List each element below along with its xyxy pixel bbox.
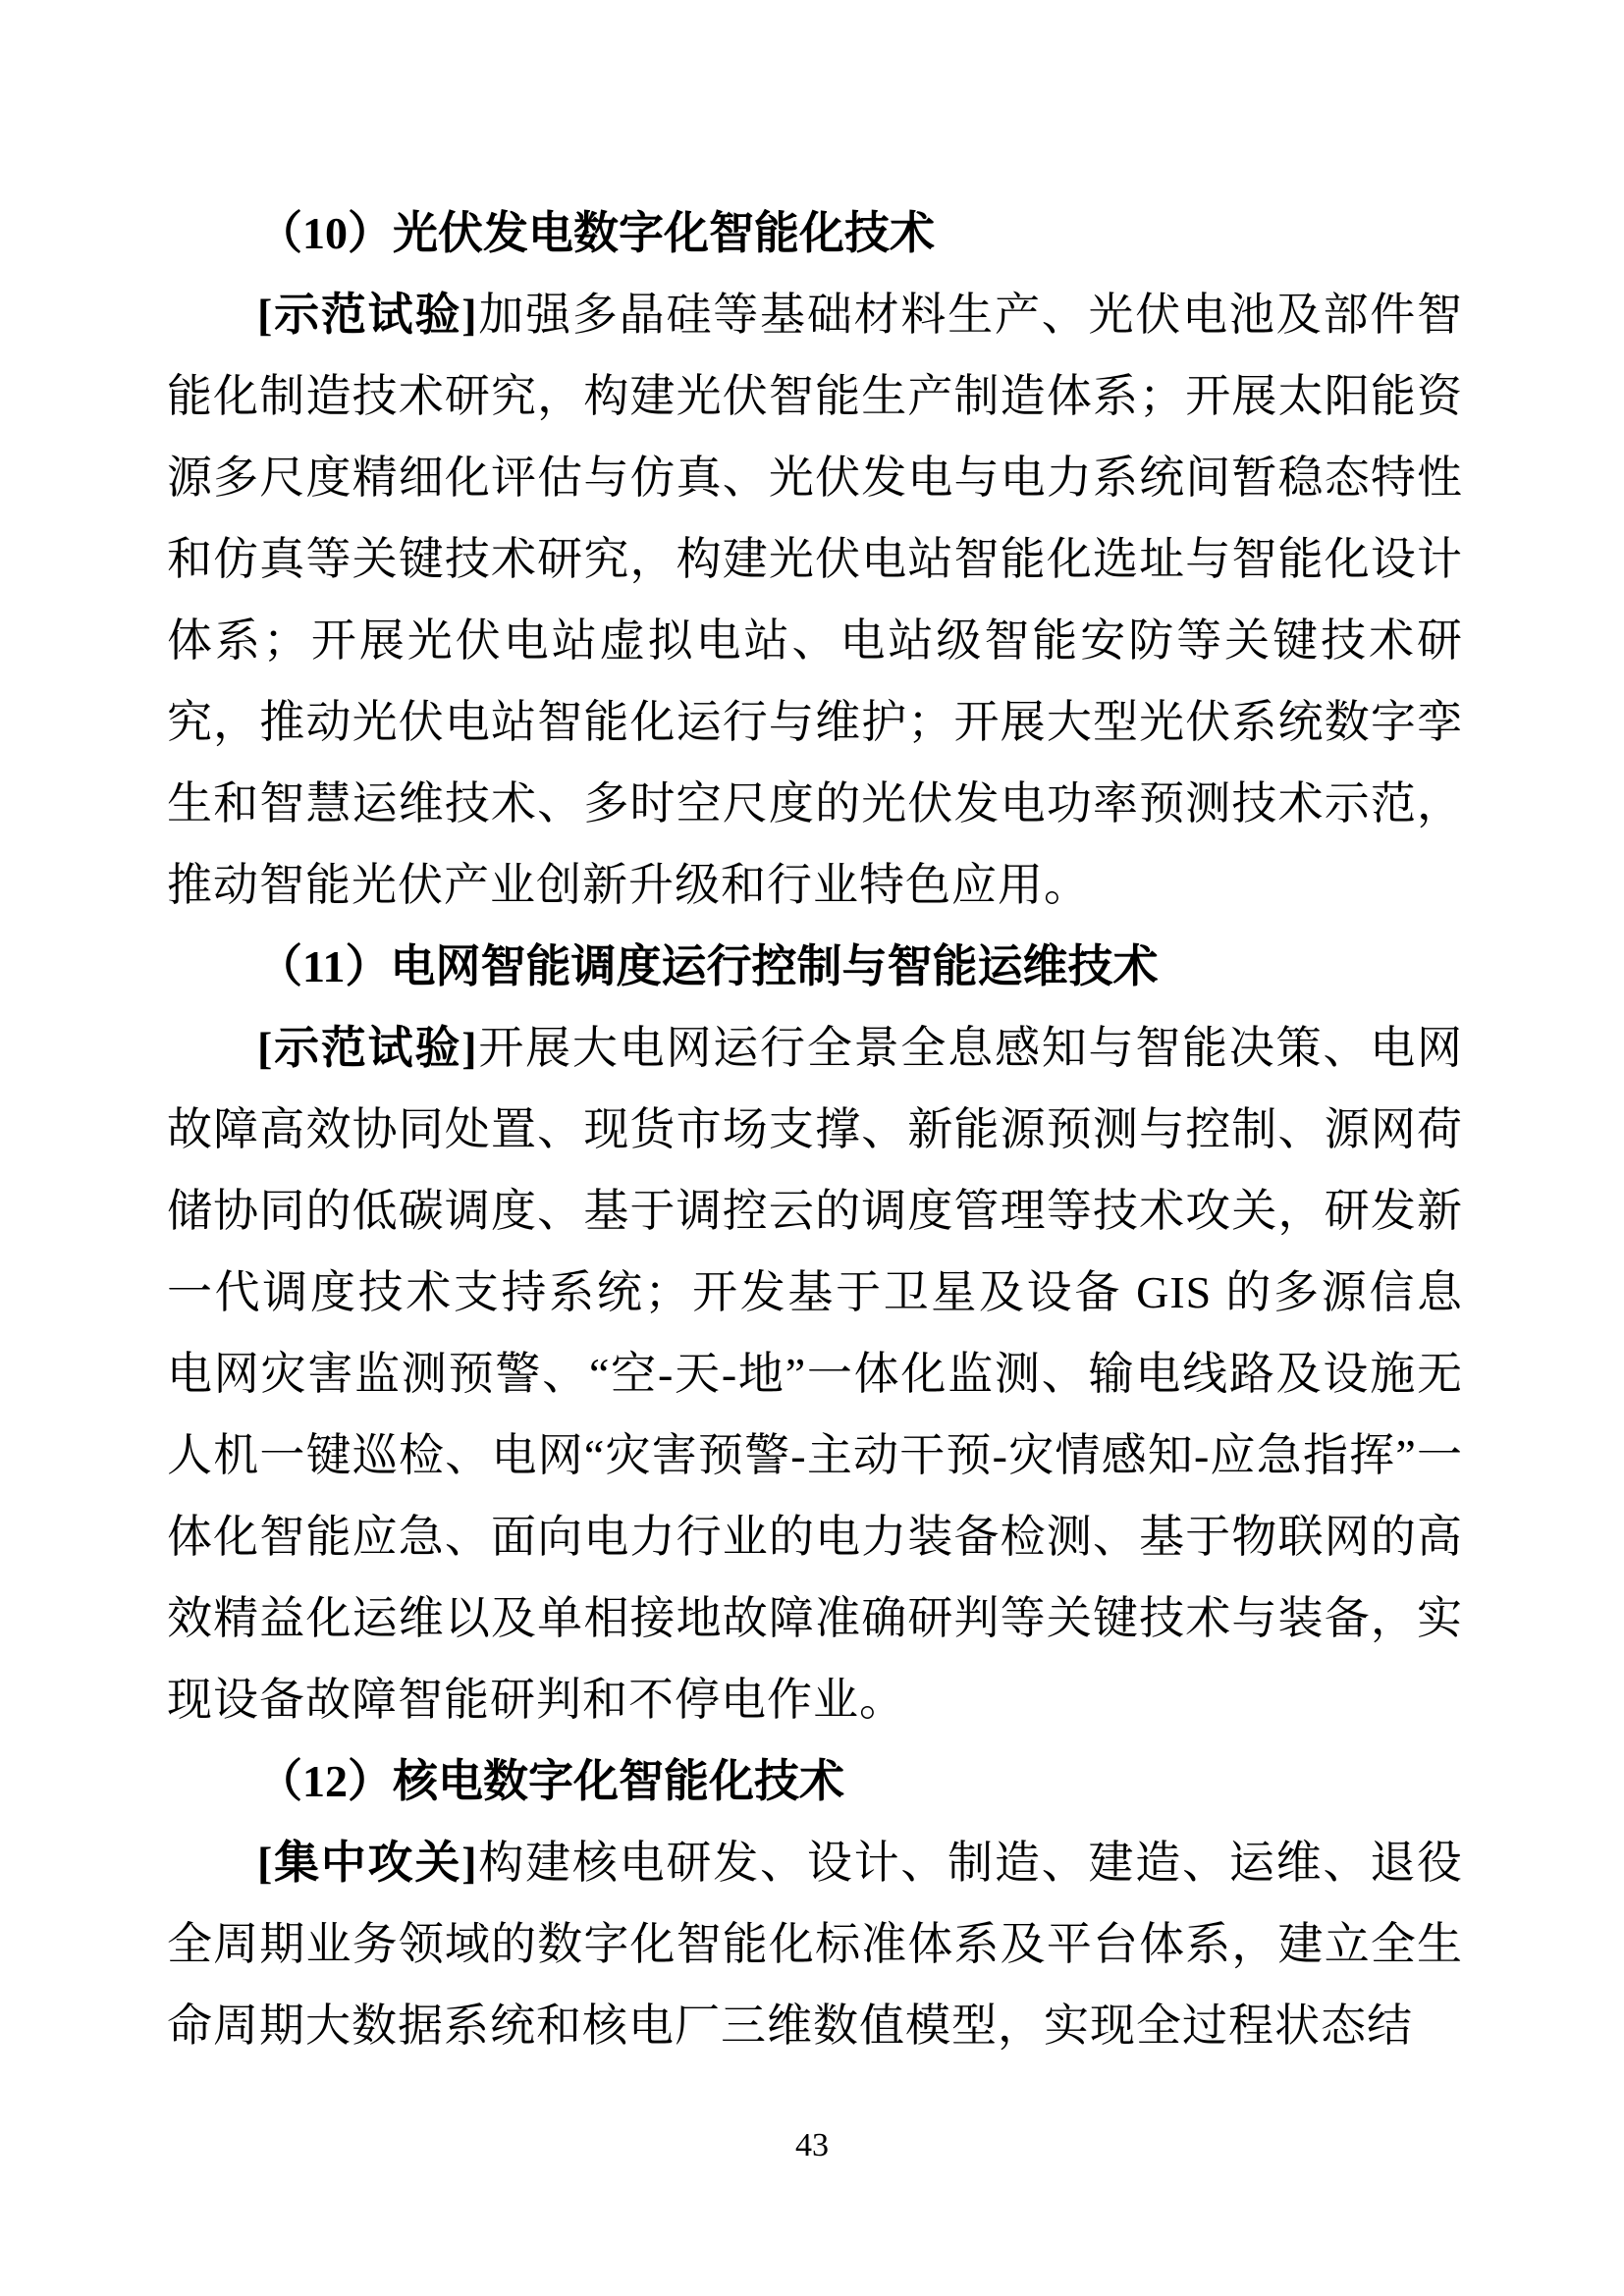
section-10-heading: （10）光伏发电数字化智能化技术 [257, 208, 935, 258]
section-11-body: 开展大电网运行全景全息感知与智能决策、电网故障高效协同处置、现货市场支撑、新能源预测与控制、源网荷储协同的低碳调度、基于调控云的调度管理等技术攻关，研发新一代调度技术支持系统；开发基于卫星及设备 GIS 的多源信息电网灾害监测预警、“空-天-地”一体化监测、输电线路及设施无人机一键巡检、电网“灾害预警-主动干预-灾情感知-应急指挥”一体化智能应急、面向电力行业的电力装备检测、基于物联网的高效精益化运维以及单相接地故障准确研判等关键技术与装备，实现设备故障智能研判和不停电作业。 [167, 1023, 1464, 1725]
section-10-paragraph [167, 274, 1463, 926]
section-12-paragraph [167, 1822, 1463, 2066]
section-10-body: 加强多晶硅等基础材料生产、光伏电池及部件智能化制造技术研究，构建光伏智能生产制造体系；开展太阳能资源多尺度精细化评估与仿真、光伏发电与电力系统间暂稳态特性和仿真等关键技术研究，构建光伏电站智能化选址与智能化设计体系；开展光伏电站虚拟电站、电站级智能安防等关键技术研究，推动光伏电站智能化运行与维护；开展大型光伏系统数字孪生和智慧运维技术、多时空尺度的光伏发电功率预测技术示范，推动智能光伏产业创新升级和行业特色应用。 [167, 290, 1464, 910]
section-12-heading: （12）核电数字化智能化技术 [257, 1756, 844, 1806]
section-10-tag: [示范试验] [257, 290, 478, 340]
section-10 [167, 192, 1463, 926]
section-12-tag: [集中攻关] [257, 1838, 478, 1888]
section-11-heading: （11）电网智能调度运行控制与智能运维技术 [257, 941, 1159, 991]
page-content [167, 192, 1463, 2066]
page-footer [0, 2126, 1624, 2165]
section-12-body: 构建核电研发、设计、制造、建造、运维、退役全周期业务领域的数字化智能化标准体系及平台体系，建立全生命周期大数据系统和核电厂三维数值模型，实现全过程状态结 [167, 1838, 1464, 2051]
section-11-paragraph [167, 1007, 1463, 1740]
section-11-tag: [示范试验] [257, 1023, 478, 1073]
section-11 [167, 926, 1463, 1740]
page-number: 43 [795, 2127, 829, 2163]
section-12 [167, 1740, 1463, 2066]
